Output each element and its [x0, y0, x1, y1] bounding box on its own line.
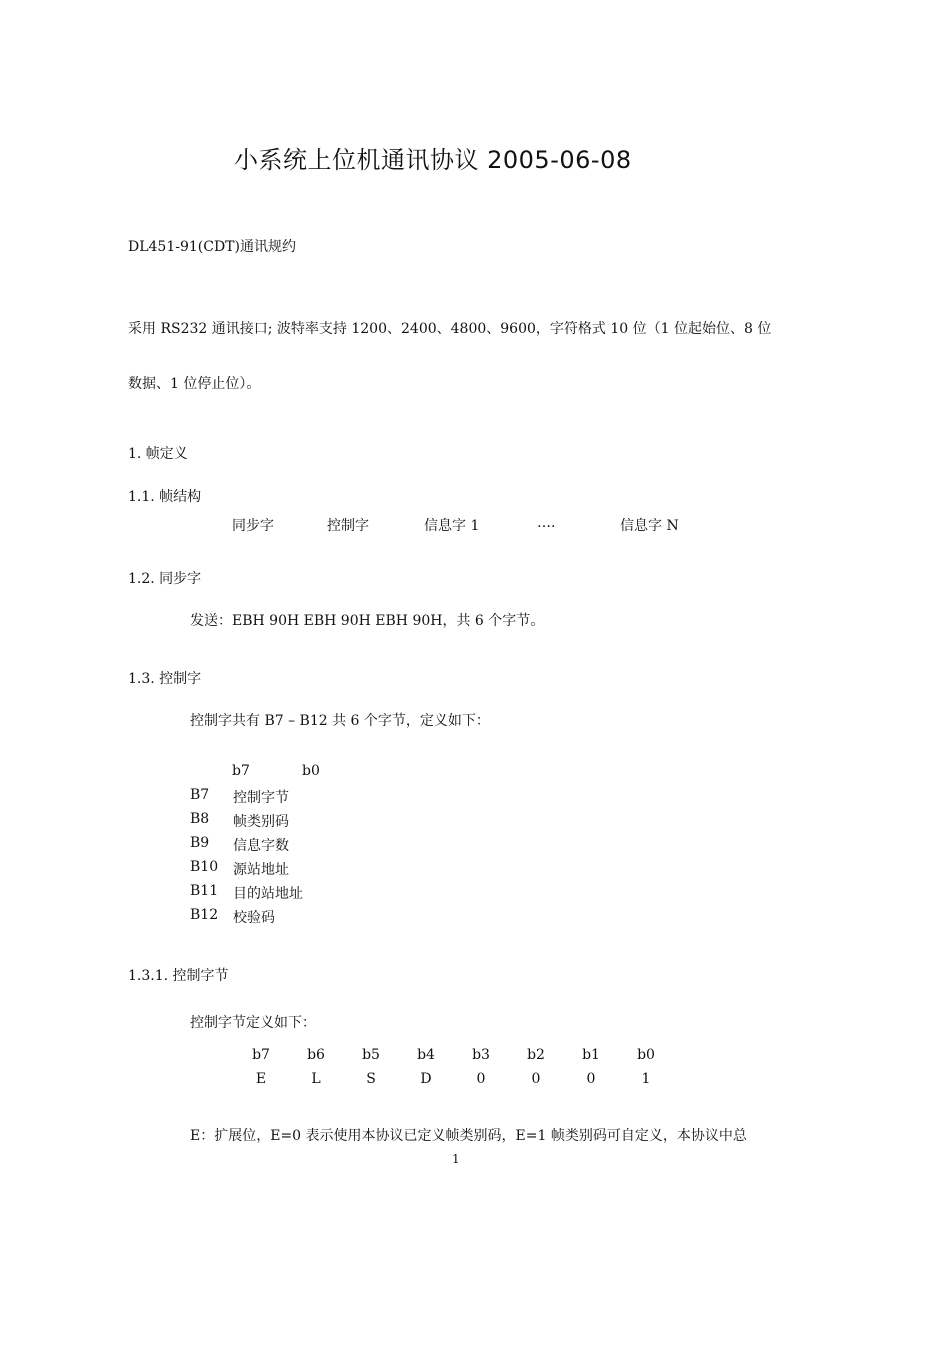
bit-value-cell: L — [311, 1071, 321, 1087]
bit-header-cell: b3 — [472, 1047, 490, 1063]
control-byte-text: 控制字节定义如下： — [190, 1015, 316, 1031]
control-row-name: 校验码 — [233, 910, 275, 926]
bit-label-b7: b7 — [232, 763, 250, 779]
section-heading-1-1: 1.1. 帧结构 — [128, 489, 202, 505]
section-heading-1-3: 1.3. 控制字 — [128, 671, 202, 687]
bit-value-cell: 1 — [641, 1071, 651, 1087]
bit-value-cell: 0 — [531, 1071, 541, 1087]
control-row-code: B10 — [190, 859, 219, 875]
control-row-code: B7 — [190, 787, 210, 803]
bit-value-cell: 0 — [476, 1071, 486, 1087]
page-number: 1 — [452, 1152, 460, 1166]
control-row-name: 信息字数 — [233, 838, 289, 854]
bit-value-cell: E — [255, 1071, 267, 1087]
bit-value-cell: S — [366, 1071, 376, 1087]
frame-cell: …. — [537, 515, 556, 531]
control-row-name: 帧类别码 — [233, 814, 289, 830]
frame-cell: 信息字 N — [620, 518, 679, 534]
section-heading-1-2: 1.2. 同步字 — [128, 571, 202, 587]
control-row-name: 目的站地址 — [233, 886, 303, 902]
bit-header-cell: b0 — [637, 1047, 655, 1063]
protocol-line: DL451-91(CDT)通讯规约 — [128, 239, 296, 255]
control-row-code: B12 — [190, 907, 219, 923]
document-title: 小系统上位机通讯协议 2005-06-08 — [234, 146, 632, 174]
control-text: 控制字共有 B7 – B12 共 6 个字节，定义如下： — [190, 713, 490, 729]
frame-cell: 信息字 1 — [424, 518, 480, 534]
bit-value-cell: D — [420, 1071, 432, 1087]
control-row-name: 控制字节 — [233, 790, 289, 806]
bit-header-cell: b4 — [417, 1047, 435, 1063]
bit-value-cell: 0 — [586, 1071, 596, 1087]
control-row-code: B11 — [190, 883, 219, 899]
intro-paragraph-line-1: 采用 RS232 通讯接口; 波特率支持 1200、2400、4800、9600，字符格式 10 位（1 位起始位、8 位 — [128, 321, 772, 337]
bit-header-cell: b6 — [307, 1047, 325, 1063]
frame-cell: 控制字 — [327, 518, 369, 534]
bit-label-b0: b0 — [302, 763, 320, 779]
section-heading-1-3-1: 1.3.1. 控制字节 — [128, 968, 229, 984]
control-row-code: B9 — [190, 835, 210, 851]
sync-text: 发送：EBH 90H EBH 90H EBH 90H，共 6 个字节。 — [190, 613, 545, 629]
extension-bit-text: E：扩展位，E=0 表示使用本协议已定义帧类别码，E=1 帧类别码可自定义，本协议中总 — [190, 1128, 747, 1144]
bit-header-cell: b5 — [362, 1047, 380, 1063]
intro-paragraph-line-2: 数据、1 位停止位）。 — [128, 376, 261, 392]
frame-cell: 同步字 — [232, 518, 274, 534]
bit-header-cell: b2 — [527, 1047, 545, 1063]
control-row-name: 源站地址 — [233, 862, 289, 878]
section-heading-1: 1. 帧定义 — [128, 446, 188, 462]
bit-header-cell: b1 — [582, 1047, 600, 1063]
control-row-code: B8 — [190, 811, 210, 827]
bit-header-cell: b7 — [252, 1047, 270, 1063]
